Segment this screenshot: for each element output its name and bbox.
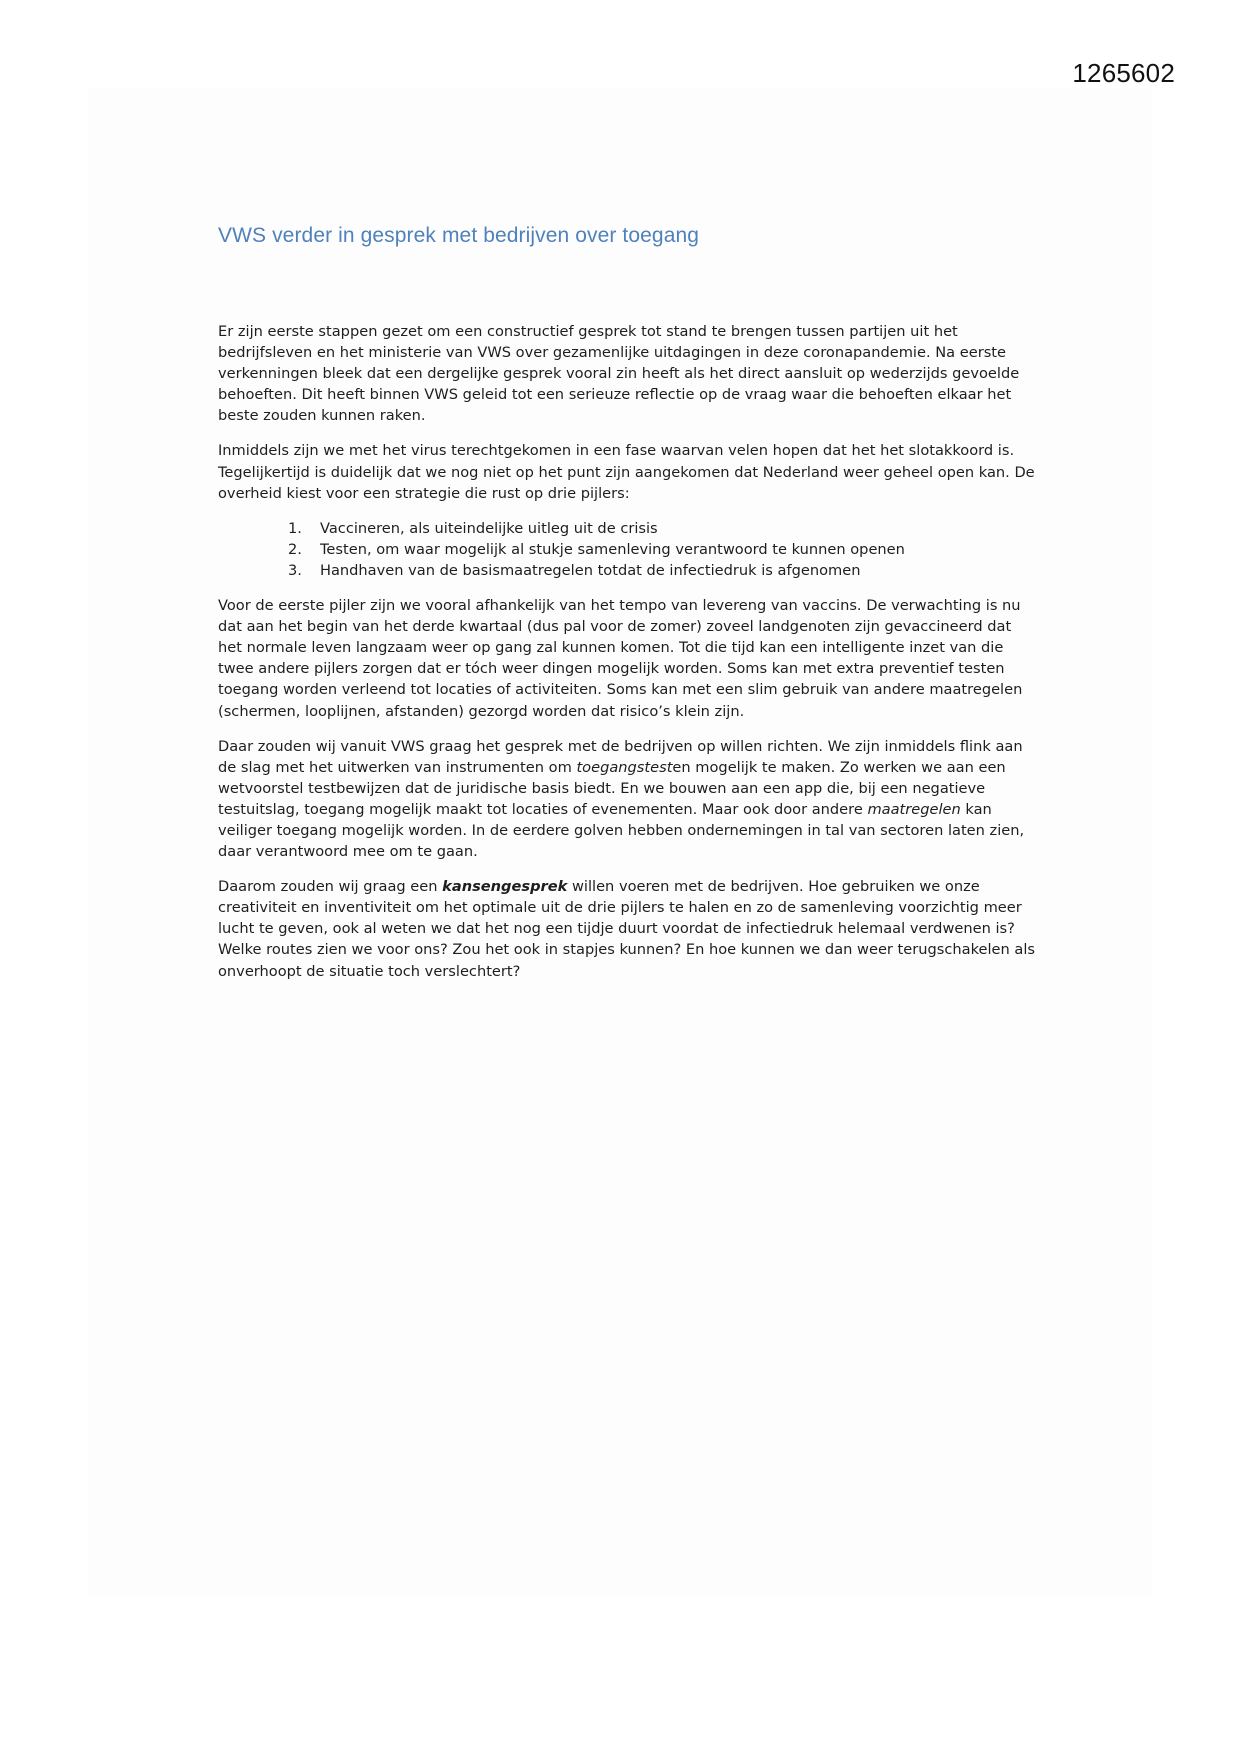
list-item (288, 518, 1038, 539)
paragraph-intro: Er zijn eerste stappen gezet om een constructief gesprek tot stand te brengen tussen partijen uit het bedrijfsleven en het ministerie van VWS over gezamenlijke uitdagingen in deze coronapandemie. Na eerste verkenningen bleek dat een dergelijke gesprek vooral zin heeft als het direct aansluit op wederzijds gevoelde behoeften. Dit heeft binnen VWS geleid tot een serieuze reflectie op de vraag waar die behoeften elkaar het beste zouden kunnen raken. (218, 323, 1020, 425)
document-id: 1265602 (1072, 58, 1175, 88)
document-title: VWS verder in gesprek met bedrijven over toegang (218, 224, 700, 247)
list-item (288, 539, 1038, 560)
paragraph-first-pillar: Voor de eerste pijler zijn we vooral afhankelijk van het tempo van levereng van vaccins. De verwachting is nu dat aan het begin van het derde kwartaal (dus pal voor de zomer) zoveel landgenoten zijn gevaccineerd dat het normale leven langzaam weer op gang zal kunnen komen. Tot die tijd kan een intelligente inzet van die twee andere pijlers zorgen dat er tóch weer dingen mogelijk worden. Soms kan met extra preventief testen toegang worden verleend tot locaties of activiteiten. Soms kan met een slim gebruik van andere maatregelen (schermen, looplijnen, afstanden) gezorgd worden dat risico’s klein zijn. (218, 597, 1023, 720)
emphasis-maatregelen: maatregelen (867, 800, 961, 818)
list-number: 2. (288, 540, 302, 558)
text-run: willen voeren met de bedrijven. Hoe gebruiken we onze creativiteit en inventiviteit om het optimale uit de drie pijlers te halen en zo de samenleving voorzichtig meer lucht te geven, ook al weten we dat het nog een tijdje duurt voordat de infectiedruk helemaal verdwenen is? Welke routes zien we voor ons? Zou het ook in stapjes kunnen? En hoe kunnen we dan weer terugschakelen als onverhoopt de situatie toch verslechtert? (218, 878, 1036, 980)
paragraph-opportunity-talk (218, 876, 1038, 981)
document-body (218, 321, 1038, 996)
pillars-list (218, 518, 1038, 581)
list-number: 1. (288, 519, 302, 537)
emphasis-kansengesprek: kansengesprek (442, 878, 568, 896)
text-run: kan veiliger toegang mogelijk worden. In de eerdere golven hebben ondernemingen in tal van sectoren laten zien, daar verantwoord mee om te gaan. (218, 800, 1025, 861)
paragraph-phase: Inmiddels zijn we met het virus terechtgekomen in een fase waarvan velen hopen dat het het slotakkoord is. Tegelijkertijd is duidelijk dat we nog niet op het punt zijn aangekomen dat Nederland weer geheel open kan. De overheid kiest voor een strategie die rust op drie pijlers: (218, 442, 1035, 502)
paragraph-access-testing (218, 736, 1038, 863)
text-run: Daarom zouden wij graag een (218, 878, 443, 896)
text-run: en mogelijk te maken. Zo werken we aan een wetvoorstel testbewijzen dat de juridische basis biedt. En we bouwen aan een app die, bij een negatieve testuitslag, toegang mogelijk maakt tot locaties of evenementen. Maar ook door andere (218, 758, 1006, 818)
list-text: Vaccineren, als uiteindelijke uitleg uit de crisis (320, 519, 658, 537)
list-item (288, 560, 1038, 581)
list-text: Handhaven van de basismaatregelen totdat de infectiedruk is afgenomen (320, 561, 861, 579)
list-number: 3. (288, 561, 302, 579)
list-text: Testen, om waar mogelijk al stukje samenleving verantwoord te kunnen openen (320, 540, 905, 558)
emphasis-toegangstesten: toegangstest (576, 758, 673, 776)
text-run: Daar zouden wij vanuit VWS graag het gesprek met de bedrijven op willen richten. We zijn inmiddels flink aan de slag met het uitwerken van instrumenten om (218, 737, 1023, 776)
